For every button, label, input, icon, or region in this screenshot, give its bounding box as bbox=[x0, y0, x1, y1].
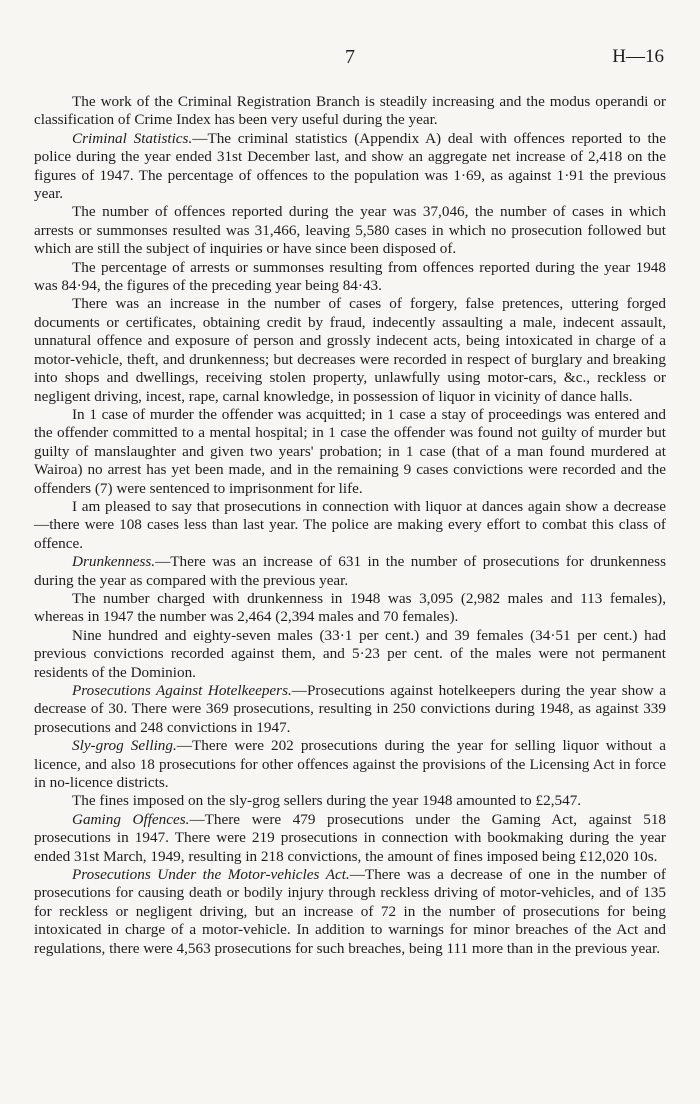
paragraph bbox=[34, 498, 666, 553]
paragraph-heading: Gaming Offences. bbox=[72, 810, 190, 828]
paragraph bbox=[34, 130, 666, 204]
paragraph-text: The fines imposed on the sly-grog sellers during the year 1948 amounted to £2,547. bbox=[72, 792, 582, 810]
paragraph-text: I am pleased to say that prosecutions in connection with liquor at dances again show a decrease—there were 108 cases less than last year. The police are making every effort to combat this class of offence. bbox=[34, 497, 666, 552]
paragraph bbox=[34, 737, 666, 792]
paragraph-text: There was an increase in the number of cases of forgery, false pretences, uttering forged documents or certificates, obtaining credit by fraud, indecently assaulting a male, indecent assault, unnatural offence and exposure of person and grossly indecent acts, being intoxicated in charge of a motor-vehicle, theft, and drunkenness; but decreases were recorded in respect of burglary and breaking into shops and dwellings, receiving stolen property, unlawfully using motor-cars, &c., reckless or negligent driving, incest, rape, carnal knowledge, in possession of liquor in vicinity of dance halls. bbox=[34, 295, 666, 405]
paragraph-heading: Criminal Statistics. bbox=[72, 129, 193, 147]
paragraph-heading: Sly-grog Selling. bbox=[72, 737, 177, 755]
paragraph bbox=[34, 682, 666, 737]
paragraph bbox=[34, 792, 666, 810]
paragraph bbox=[34, 203, 666, 258]
paragraph-heading: Drunkenness. bbox=[72, 553, 156, 571]
paragraph bbox=[34, 295, 666, 405]
paragraph-text: The number charged with drunkenness in 1948 was 3,095 (2,982 males and 113 females), whereas in 1947 the number was 2,464 (2,394 males and 70 females). bbox=[34, 589, 666, 626]
paragraph bbox=[34, 93, 666, 130]
paragraph-text: —There was an increase of 631 in the number of prosecutions for drunkenness during the year as compared with the previous year. bbox=[34, 553, 666, 589]
paragraph-text: —The criminal statistics (Appendix A) deal with offences reported to the police during the year ended 31st December last, and show an aggregate net increase of 2,418 on the figures of 1947. The percentage of offences to the population was 1·69, as against 1·91 the previous year. bbox=[34, 129, 667, 203]
page-number: 7 bbox=[345, 46, 355, 68]
paragraph-text: Nine hundred and eighty-seven males (33·1 per cent.) and 39 females (34·51 per cent.) had previous convictions recorded against them, and 5·23 per cent. of the males were not permanent residents of the Dominion. bbox=[34, 626, 666, 681]
paragraph bbox=[34, 553, 666, 590]
paragraph-text: In 1 case of murder the offender was acquitted; in 1 case a stay of proceedings was entered and the offender committed to a mental hospital; in 1 case the offender was found not guilty of murder but guilty of manslaughter and given two years' probation; in 1 case (that of a man found murdered at Wairoa) no arrest has yet been made, and in the remaining 9 cases convictions were recorded and the offenders (7) were sentenced to imprisonment for life. bbox=[34, 405, 666, 497]
paragraph bbox=[34, 259, 666, 296]
paragraph bbox=[34, 811, 666, 866]
paragraph-text: The work of the Criminal Registration Branch is steadily increasing and the modus operandi or classification of Crime Index has been very useful during the year. bbox=[34, 93, 666, 129]
paragraph-text: —Prosecutions against hotelkeepers during the year show a decrease of 30. There were 369 prosecutions, resulting in 250 convictions during 1948, as against 339 prosecutions and 248 convictions in 1947. bbox=[34, 682, 666, 736]
paragraph-text: —There was a decrease of one in the number of prosecutions for causing death or bodily injury through reckless driving of motor-vehicles, and of 135 for reckless or negligent driving, but an increase of 72 in the number of prosecutions for being intoxicated in charge of a motor-vehicle. In addition to warnings for minor breaches of the Act and regulations, there were 4,563 prosecutions for such breaches, being 111 more than in the previous year. bbox=[34, 866, 666, 957]
paragraph bbox=[34, 866, 666, 958]
paragraph-heading: Prosecutions Under the Motor-vehicles Act. bbox=[72, 866, 350, 884]
paragraph bbox=[34, 590, 666, 627]
paragraph-text: —There were 479 prosecutions under the Gaming Act, against 518 prosecutions in 1947. There were 219 prosecutions in connection with bookmaking during the year ended 31st March, 1949, resulting in 218 convictions, the amount of fines imposed being £12,020 10s. bbox=[34, 810, 667, 865]
body-text bbox=[34, 93, 666, 958]
paragraph-text: The number of offences reported during the year was 37,046, the number of cases in which arrests or summonses resulted was 31,466, leaving 5,580 cases in which no prosecution followed but which are still the subject of inquiries or have since been disposed of. bbox=[34, 203, 666, 258]
paragraph-text: —There were 202 prosecutions during the year for selling liquor without a licence, and also 18 prosecutions for other offences against the provisions of the Licensing Act in force in no-licence districts. bbox=[34, 737, 666, 792]
paragraph bbox=[34, 627, 666, 682]
paragraph bbox=[34, 406, 666, 498]
document-reference: H—16 bbox=[612, 46, 664, 67]
paragraph-heading: Prosecutions Against Hotelkeepers. bbox=[72, 682, 292, 699]
paragraph-text: The percentage of arrests or summonses resulting from offences reported during the year 1948 was 84·94, the figures of the preceding year being 84·43. bbox=[34, 258, 666, 295]
